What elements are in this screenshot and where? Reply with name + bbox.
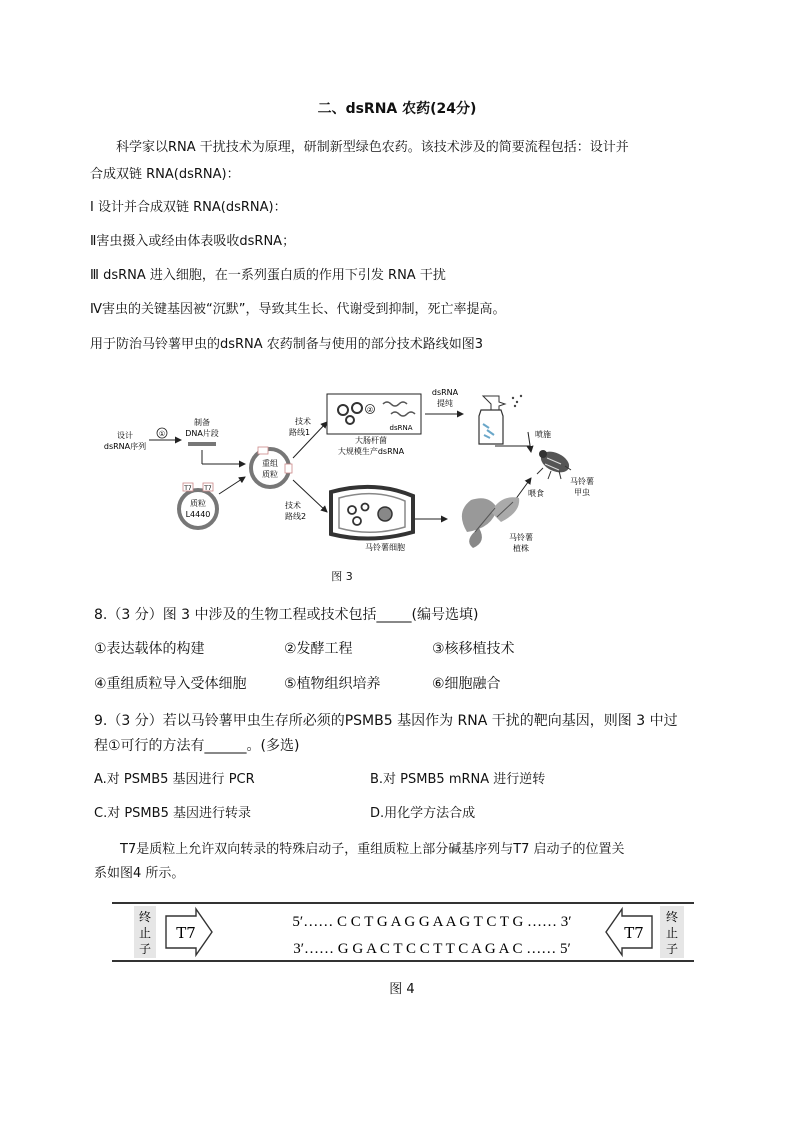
t7-paragraph-line-1: T7是质粒上允许双向转录的特殊启动子，重组质粒上部分碱基序列与T7 启动子的位置关: [120, 842, 625, 857]
q8-option-3: ③核移植技术: [432, 641, 515, 657]
terminator-right-char-3: 子: [665, 942, 679, 956]
design-label-1: 设计: [117, 431, 133, 440]
step2-number: ②: [366, 406, 374, 414]
plasmid-l4440: [179, 490, 217, 528]
route1-label-1: 技术: [295, 417, 311, 426]
figure3-caption: 图 3: [331, 570, 353, 583]
intro-line-2: 合成双链 RNA(dsRNA)：: [90, 167, 240, 182]
figure-4-sequence-diagram: [108, 900, 698, 964]
q9-stem-line-1: 9.（3 分）若以马铃薯甲虫生存所必须的PSMB5 基因作为 RNA 干扰的靶向基因，则图 3 中过: [94, 713, 678, 729]
t7-label-2: T7: [204, 485, 212, 492]
cell-nucleus: [378, 507, 392, 521]
ecoli-cell-2: [352, 403, 362, 413]
plant-label-1: 马铃薯: [509, 533, 533, 542]
terminator-right-char-1: 终: [665, 910, 679, 924]
section-title: 二、dsRNA 农药(24分): [317, 101, 477, 117]
recomb-insert-1: [258, 447, 268, 454]
recomb-label-2: 质粒: [262, 470, 278, 479]
recomb-label-1: 重组: [262, 459, 278, 468]
plant-label-2: 植株: [513, 544, 529, 553]
spray-bottle-icon: [479, 395, 522, 444]
terminator-left-char-2: 止: [138, 926, 152, 940]
q8-option-4: ④重组质粒导入受体细胞: [94, 676, 247, 692]
q8-option-5: ⑤植物组织培养: [284, 676, 381, 692]
beetle-label-2: 甲虫: [574, 488, 590, 497]
dsrna-small-label: dsRNA: [389, 424, 413, 432]
recomb-insert-2: [285, 464, 292, 473]
figure-3-diagram: [95, 382, 695, 560]
q9-option-b: B.对 PSMB5 mRNA 进行逆转: [370, 772, 546, 787]
terminator-left-char-3: 子: [138, 942, 152, 956]
purify-label-2: 提纯: [437, 399, 453, 408]
terminator-right-char-2: 止: [665, 926, 679, 940]
terminator-left-char-1: 终: [138, 910, 152, 924]
figure3-intro: 用于防治马铃薯甲虫的dsRNA 农药制备与使用的部分技术路线如图3: [90, 337, 484, 352]
step-4: Ⅳ害虫的关键基因被“沉默”，导致其生长、代谢受到抑制，死亡率提高。: [90, 302, 506, 317]
q9-stem-line-2: 程①可行的方法有______。(多选): [94, 738, 300, 754]
q9-option-d: D.用化学方法合成: [370, 806, 476, 821]
beetle-label-1: 马铃薯: [570, 477, 594, 486]
t7-label-1: T7: [184, 485, 192, 492]
ecoli-label-2: 大规模生产dsRNA: [337, 447, 405, 456]
q9-option-a: A.对 PSMB5 基因进行 PCR: [94, 772, 255, 787]
route2-label-1: 技术: [285, 501, 301, 510]
q8-option-6: ⑥细胞融合: [432, 676, 501, 692]
step-3: Ⅲ dsRNA 进入细胞，在一系列蛋白质的作用下引发 RNA 干扰: [90, 268, 446, 283]
step-1: Ⅰ 设计并合成双链 RNA(dsRNA)：: [90, 200, 287, 215]
dsrna-strand-1: [383, 402, 407, 406]
plasmid-label-2: L4440: [185, 510, 211, 519]
prep-label-1: 制备: [194, 418, 210, 427]
q9-option-c: C.对 PSMB5 基因进行转录: [94, 806, 251, 821]
dsrna-strand-2: [391, 412, 415, 416]
potato-beetle-icon: [537, 448, 572, 479]
arrow-plasmid: [219, 477, 245, 494]
q8-option-2: ②发酵工程: [284, 641, 353, 657]
figure4-caption: 图 4: [389, 982, 415, 997]
cell-organelle-1: [348, 506, 356, 514]
sequence-top-strand: 5′…… C C T G A G G A A G T C T G …… 3′: [292, 914, 572, 930]
t7-left-label: T7: [176, 924, 196, 942]
prep-label-2: DNA片段: [185, 429, 219, 438]
ecoli-cell-1: [338, 405, 348, 415]
step1-number: ①: [158, 430, 166, 438]
feed-label: 喂食: [528, 489, 544, 498]
plasmid-label-1: 质粒: [190, 499, 206, 508]
route2-label-2: 路线2: [285, 512, 307, 521]
intro-line-1: 科学家以RNA 干扰技术为原理，研制新型绿色农药。该技术涉及的简要流程包括：设计并: [116, 140, 629, 155]
step-2: Ⅱ害虫摄入或经由体表吸收dsRNA；: [90, 234, 296, 249]
sequence-bottom-strand: 3′…… G G A C T C C T T C A G A C …… 5′: [293, 941, 571, 957]
q8-option-1: ①表达载体的构建: [94, 641, 205, 657]
cell-organelle-3: [362, 504, 369, 511]
ecoli-label-1: 大肠杆菌: [355, 436, 387, 445]
recombinant-plasmid: [251, 449, 289, 487]
q8-stem: 8.（3 分）图 3 中涉及的生物工程或技术包括_____(编号选填): [94, 607, 479, 623]
t7-right-label: T7: [624, 924, 644, 942]
ecoli-cell-3: [346, 416, 354, 424]
dna-fragment: [188, 442, 216, 446]
spray-label: 喷施: [535, 430, 551, 439]
arrow-spray: [528, 432, 531, 452]
design-label-2: dsRNA序列: [103, 442, 147, 451]
purify-label-1: dsRNA: [431, 388, 459, 397]
route1-label-2: 路线1: [289, 428, 311, 437]
t7-paragraph-line-2: 系如图4 所示。: [94, 866, 185, 881]
cell-organelle-2: [353, 517, 361, 525]
potato-cell-label: 马铃薯细胞: [365, 543, 405, 552]
